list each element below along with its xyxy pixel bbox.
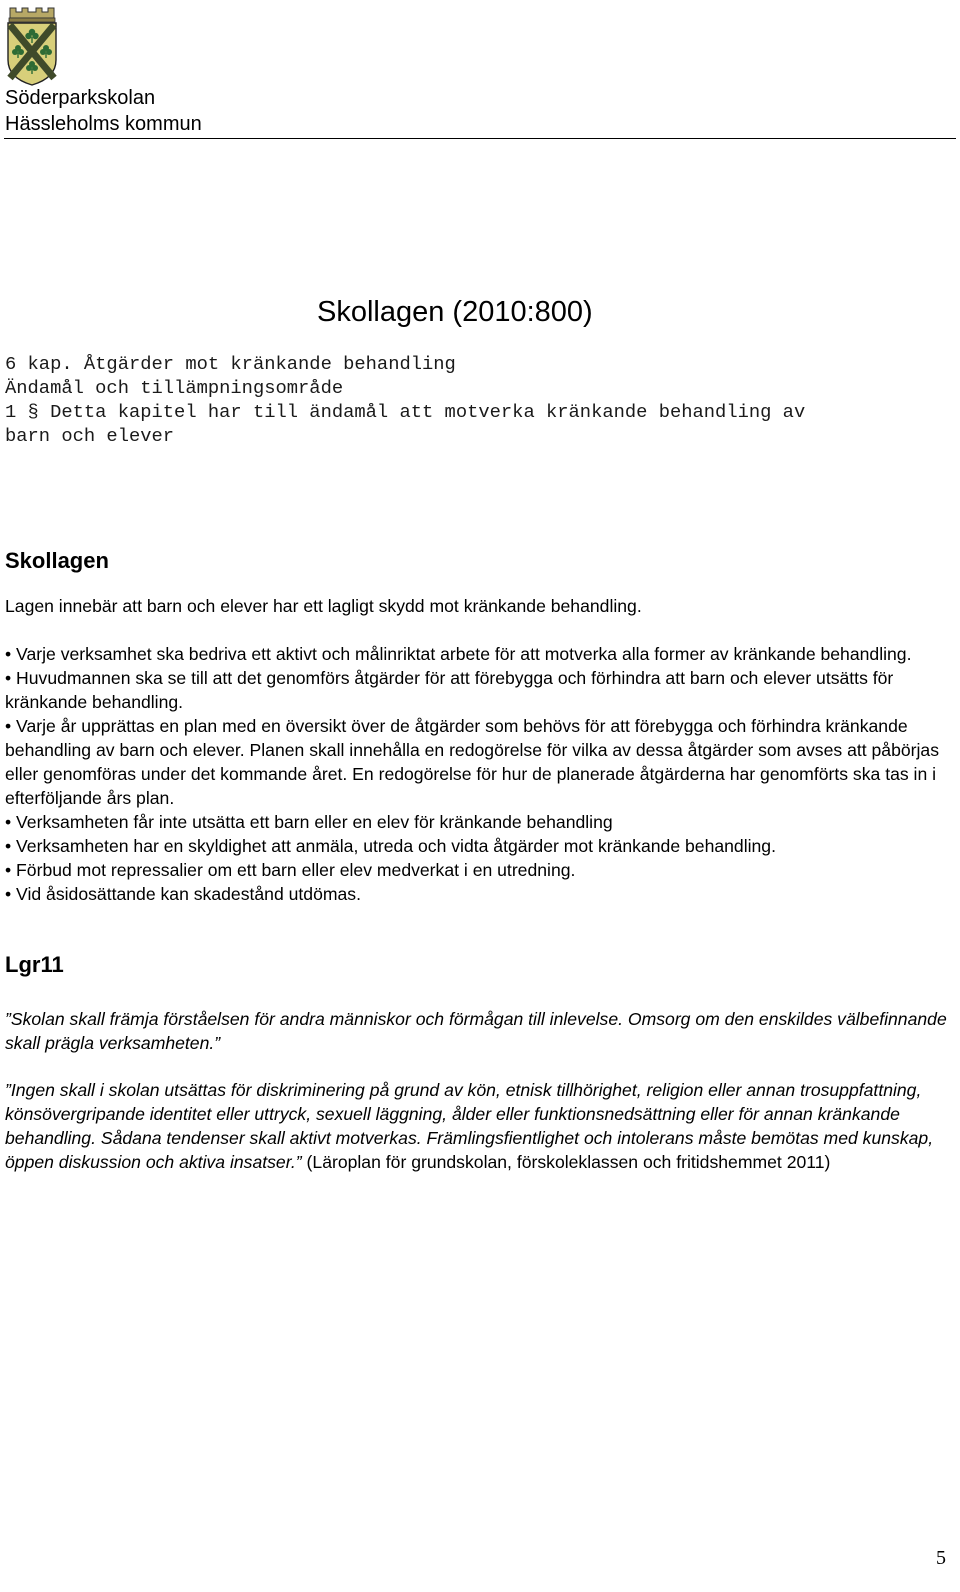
municipality-name: Hässleholms kommun xyxy=(5,113,202,135)
quote-source: (Läroplan för grundskolan, förskoleklassen och fritidshemmet 2011) xyxy=(301,1152,831,1172)
intro-paragraph: Lagen innebär att barn och elever har ett lagligt skydd mot kränkande behandling. xyxy=(5,596,642,616)
section-heading-skollagen: Skollagen xyxy=(5,548,109,573)
school-name: Söderparkskolan xyxy=(5,87,156,109)
quote-paragraph xyxy=(5,1007,950,1055)
chapter-line: 1 § Detta kapitel har till ändamål att motverka kränkande behandling av xyxy=(5,401,806,423)
chapter-line: barn och elever xyxy=(5,425,175,447)
bullet-item: • Varje år upprättas en plan med en översikt över de åtgärder som behövs för att förebygga och förhindra kränkande behandling av barn och elever. Planen skall innehålla en redogörelse för vilka av dessa åtgärder som avses att påbörjas eller genomföras under det kommande året. En redogörelse för hur de planerade åtgärderna har genomförts ska tas in i efterföljande års plan. xyxy=(5,716,940,808)
chapter-line: Ändamål och tillämpningsområde xyxy=(5,377,344,399)
coat-of-arms-icon xyxy=(4,4,60,86)
spacer xyxy=(5,618,950,642)
chapter-line: 6 kap. Åtgärder mot kränkande behandling xyxy=(5,353,456,375)
spacer xyxy=(5,1055,950,1078)
section-heading-lgr11: Lgr11 xyxy=(5,952,64,977)
lgr11-quotes xyxy=(5,1007,950,1174)
bullet-item: • Verksamheten får inte utsätta ett barn eller en elev för kränkande behandling xyxy=(5,812,613,832)
page-number: 5 xyxy=(936,1547,946,1569)
quote-paragraph xyxy=(5,1078,950,1174)
bullet-item: • Huvudmannen ska se till att det genomförs åtgärder för att förebygga och förhindra att barn och elever utsätts för kränkande behandling. xyxy=(5,668,894,712)
crown-icon xyxy=(9,8,55,22)
chapter-block xyxy=(5,352,805,448)
bullet-item: • Vid åsidosättande kan skadestånd utdömas. xyxy=(5,884,361,904)
skollagen-body xyxy=(5,594,950,906)
header-divider xyxy=(4,138,956,139)
bullet-item: • Förbud mot repressalier om ett barn eller elev medverkat i en utredning. xyxy=(5,860,576,880)
quote-text: ”Ingen skall i skolan utsättas för diskriminering på grund av kön, etnisk tillhörighet, religion eller annan trosuppfattning, könsövergripande identitet eller uttryck, sexuell läggning, ålder eller funktionsnedsättning eller för annan kränkande behandling. Sådana tendenser skall aktivt motverkas. Främlingsfientlighet och intolerans måste bemötas med kunskap, öppen diskussion och aktiva insatser.” xyxy=(5,1080,934,1172)
quote-text: ”Skolan skall främja förståelsen för andra människor och förmågan till inlevelse. Omsorg om den enskildes välbefinnande skall prägla verksamheten.” xyxy=(5,1009,947,1053)
bullet-item: • Varje verksamhet ska bedriva ett aktivt och målinriktat arbete för att motverka alla former av kränkande behandling. xyxy=(5,644,912,664)
bullet-item: • Verksamheten har en skyldighet att anmäla, utreda och vidta åtgärder mot kränkande behandling. xyxy=(5,836,776,856)
law-title: Skollagen (2010:800) xyxy=(317,296,593,328)
